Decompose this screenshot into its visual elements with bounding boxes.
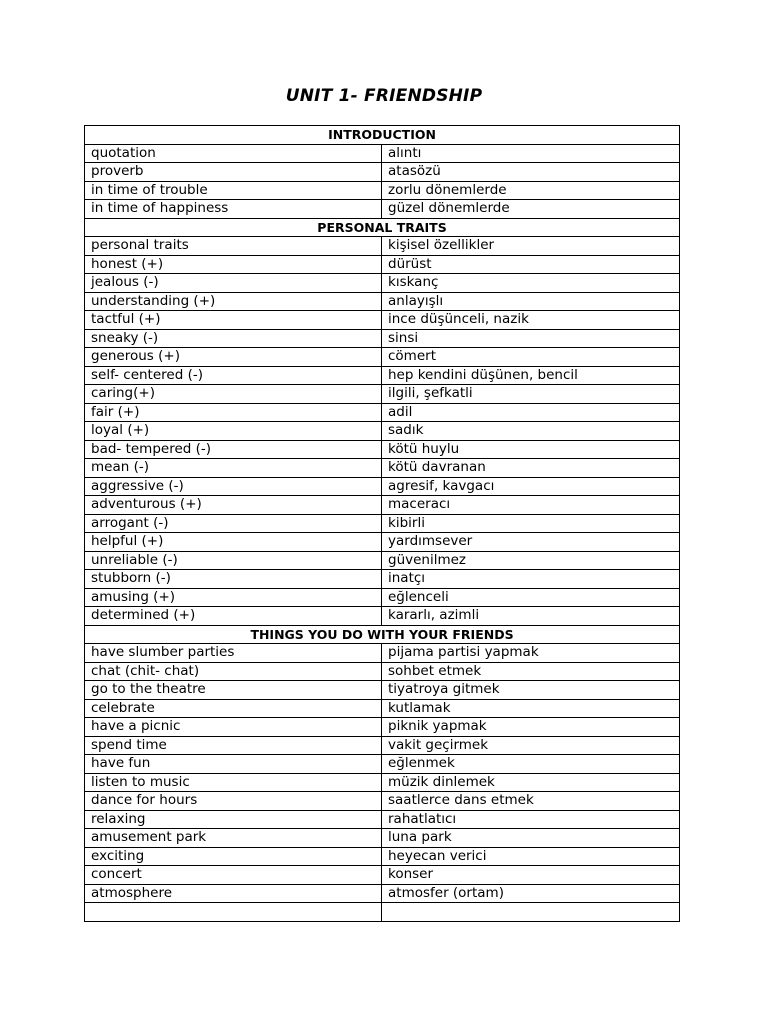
turkish-translation: kibirli — [382, 514, 680, 533]
turkish-translation: güzel dönemlerde — [382, 200, 680, 219]
table-row — [85, 385, 680, 404]
table-row — [85, 588, 680, 607]
english-term: have fun — [85, 755, 382, 774]
english-term: caring(+) — [85, 385, 382, 404]
page-title: UNIT 1- FRIENDSHIP — [285, 86, 483, 106]
english-term: unreliable (-) — [85, 551, 382, 570]
english-term: sneaky (-) — [85, 329, 382, 348]
table-row — [85, 311, 680, 330]
english-term: adventurous (+) — [85, 496, 382, 515]
english-term: dance for hours — [85, 792, 382, 811]
english-term: stubborn (-) — [85, 570, 382, 589]
english-term: honest (+) — [85, 255, 382, 274]
english-term: amusing (+) — [85, 588, 382, 607]
turkish-translation: yardımsever — [382, 533, 680, 552]
section-heading: THINGS YOU DO WITH YOUR FRIENDS — [85, 625, 680, 644]
table-row — [85, 477, 680, 496]
english-term: concert — [85, 866, 382, 885]
english-term: loyal (+) — [85, 422, 382, 441]
english-term: spend time — [85, 736, 382, 755]
table-row — [85, 329, 680, 348]
english-term: bad- tempered (-) — [85, 440, 382, 459]
english-term: determined (+) — [85, 607, 382, 626]
table-row — [85, 903, 680, 922]
table-row — [85, 607, 680, 626]
table-row — [85, 403, 680, 422]
turkish-translation: ince düşünceli, nazik — [382, 311, 680, 330]
turkish-translation: sinsi — [382, 329, 680, 348]
turkish-translation: heyecan verici — [382, 847, 680, 866]
table-row — [85, 829, 680, 848]
english-term: aggressive (-) — [85, 477, 382, 496]
section-heading: PERSONAL TRAITS — [85, 218, 680, 237]
table-row — [85, 755, 680, 774]
english-term: go to the theatre — [85, 681, 382, 700]
english-term: have slumber parties — [85, 644, 382, 663]
english-term: fair (+) — [85, 403, 382, 422]
turkish-translation: hep kendini düşünen, bencil — [382, 366, 680, 385]
table-row — [85, 144, 680, 163]
english-term: tactful (+) — [85, 311, 382, 330]
english-term: proverb — [85, 163, 382, 182]
table-row — [85, 200, 680, 219]
turkish-translation: sadık — [382, 422, 680, 441]
turkish-translation: atasözü — [382, 163, 680, 182]
turkish-translation: adil — [382, 403, 680, 422]
table-row — [85, 237, 680, 256]
table-row — [85, 699, 680, 718]
english-term: helpful (+) — [85, 533, 382, 552]
table-row — [85, 866, 680, 885]
table-row — [85, 570, 680, 589]
english-term: listen to music — [85, 773, 382, 792]
table-row — [85, 366, 680, 385]
english-term: understanding (+) — [85, 292, 382, 311]
table-row — [85, 533, 680, 552]
vocabulary-table — [84, 125, 680, 922]
turkish-translation: pijama partisi yapmak — [382, 644, 680, 663]
table-row — [85, 348, 680, 367]
english-term: in time of happiness — [85, 200, 382, 219]
turkish-translation: müzik dinlemek — [382, 773, 680, 792]
english-term: exciting — [85, 847, 382, 866]
turkish-translation: kıskanç — [382, 274, 680, 293]
turkish-translation: ilgili, şefkatli — [382, 385, 680, 404]
english-term: have a picnic — [85, 718, 382, 737]
table-row — [85, 274, 680, 293]
turkish-translation: rahatlatıcı — [382, 810, 680, 829]
turkish-translation: vakit geçirmek — [382, 736, 680, 755]
table-row — [85, 681, 680, 700]
english-term: generous (+) — [85, 348, 382, 367]
turkish-translation: kötü davranan — [382, 459, 680, 478]
turkish-translation: anlayışlı — [382, 292, 680, 311]
english-term: arrogant (-) — [85, 514, 382, 533]
turkish-translation: alıntı — [382, 144, 680, 163]
table-row — [85, 255, 680, 274]
english-term: celebrate — [85, 699, 382, 718]
turkish-translation: dürüst — [382, 255, 680, 274]
english-term: atmosphere — [85, 884, 382, 903]
turkish-translation: inatçı — [382, 570, 680, 589]
table-row — [85, 551, 680, 570]
section-header-row — [85, 218, 680, 237]
table-row — [85, 792, 680, 811]
turkish-translation: atmosfer (ortam) — [382, 884, 680, 903]
table-row — [85, 810, 680, 829]
turkish-translation: kutlamak — [382, 699, 680, 718]
english-term: in time of trouble — [85, 181, 382, 200]
turkish-translation: agresif, kavgacı — [382, 477, 680, 496]
table-row — [85, 163, 680, 182]
english-term: jealous (-) — [85, 274, 382, 293]
turkish-translation: eğlenmek — [382, 755, 680, 774]
table-row — [85, 718, 680, 737]
table-row — [85, 459, 680, 478]
table-row — [85, 422, 680, 441]
table-row — [85, 181, 680, 200]
table-row — [85, 884, 680, 903]
vocabulary-table-body — [85, 126, 680, 922]
table-row — [85, 440, 680, 459]
turkish-translation — [382, 903, 680, 922]
english-term: mean (-) — [85, 459, 382, 478]
table-row — [85, 847, 680, 866]
table-row — [85, 644, 680, 663]
english-term: relaxing — [85, 810, 382, 829]
section-heading: INTRODUCTION — [85, 126, 680, 145]
turkish-translation: saatlerce dans etmek — [382, 792, 680, 811]
section-header-row — [85, 625, 680, 644]
turkish-translation: sohbet etmek — [382, 662, 680, 681]
turkish-translation: piknik yapmak — [382, 718, 680, 737]
turkish-translation: zorlu dönemlerde — [382, 181, 680, 200]
english-term: amusement park — [85, 829, 382, 848]
table-row — [85, 773, 680, 792]
turkish-translation: maceracı — [382, 496, 680, 515]
table-row — [85, 736, 680, 755]
turkish-translation: kararlı, azimli — [382, 607, 680, 626]
turkish-translation: kötü huylu — [382, 440, 680, 459]
turkish-translation: cömert — [382, 348, 680, 367]
table-row — [85, 662, 680, 681]
turkish-translation: luna park — [382, 829, 680, 848]
english-term: personal traits — [85, 237, 382, 256]
turkish-translation: tiyatroya gitmek — [382, 681, 680, 700]
section-header-row — [85, 126, 680, 145]
english-term: self- centered (-) — [85, 366, 382, 385]
turkish-translation: güvenilmez — [382, 551, 680, 570]
english-term: quotation — [85, 144, 382, 163]
table-row — [85, 514, 680, 533]
turkish-translation: eğlenceli — [382, 588, 680, 607]
turkish-translation: kişisel özellikler — [382, 237, 680, 256]
english-term: chat (chit- chat) — [85, 662, 382, 681]
table-row — [85, 496, 680, 515]
english-term — [85, 903, 382, 922]
turkish-translation: konser — [382, 866, 680, 885]
table-row — [85, 292, 680, 311]
